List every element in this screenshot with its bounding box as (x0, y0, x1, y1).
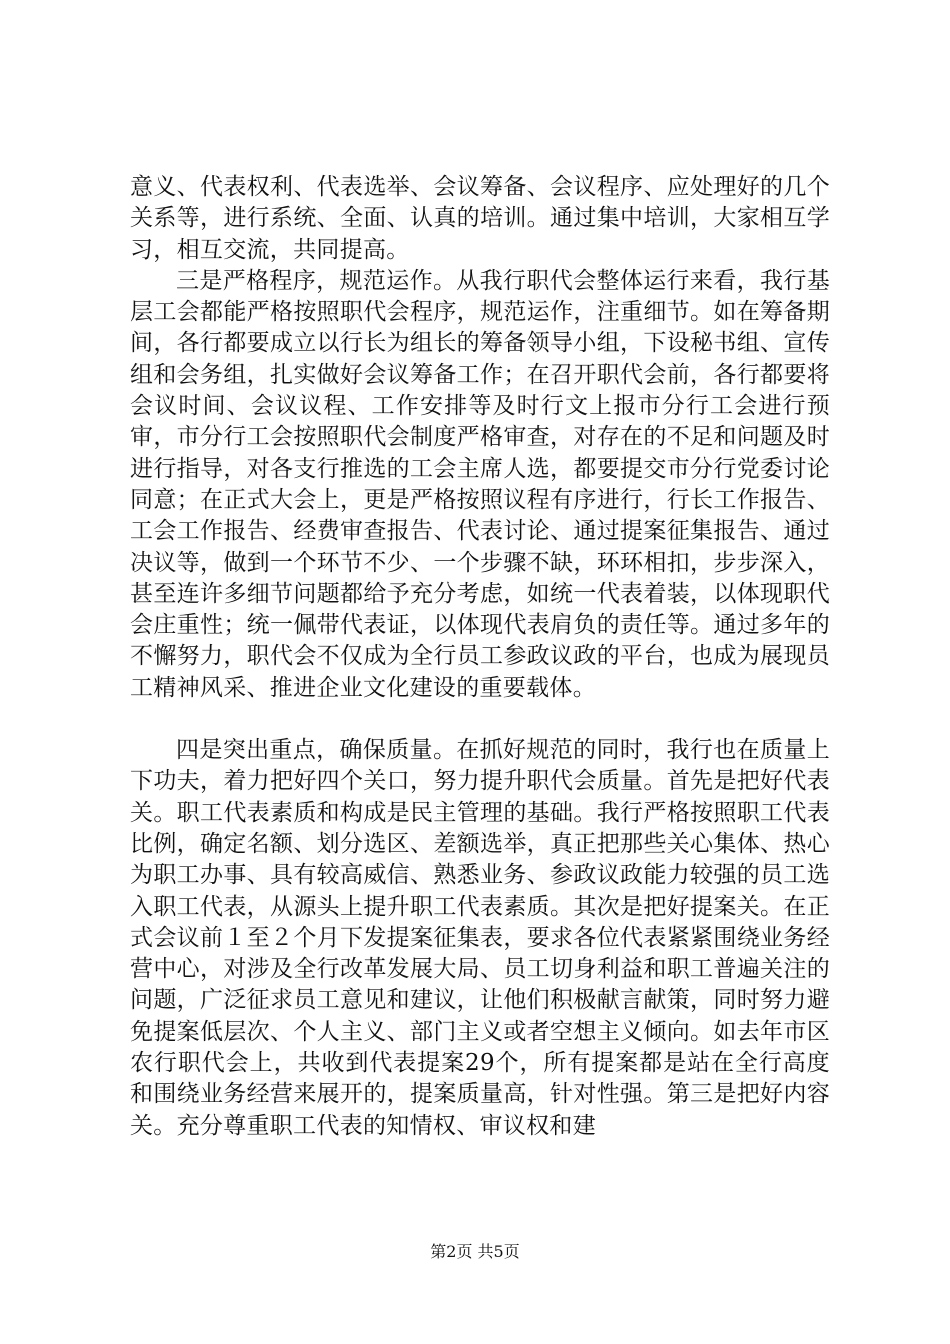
paragraph-continued: 意义、代表权利、代表选举、会议筹备、会议程序、应处理好的几个关系等，进行系统、全面、认真的培训。通过集中培训，大家相互学习，相互交流，共同提高。 (130, 174, 830, 263)
document-body (130, 172, 830, 1142)
page-footer (0, 1239, 950, 1262)
page-number-label: 第2页 共5页 (430, 1242, 520, 1261)
paragraph-three-strict-procedure: 三是严格程序，规范运作。从我行职代会整体运行来看，我行基层工会都能严格按照职代会程序，规范运作，注重细节。如在筹备期间，各行都要成立以行长为组长的筹备领导小组，下设秘书组、宣传组和会务组，扎实做好会议筹备工作；在召开职代会前，各行都要将会议时间、会议议程、工作安排等及时行文上报市分行工会进行预审，市分行工会按照职代会制度严格审查，对存在的不足和问题及时进行指导，对各支行推选的工会主席人选，都要提交市分行党委讨论同意；在正式大会上，更是严格按照议程有序进行，行长工作报告、工会工作报告、经费审查报告、代表讨论、通过提案征集报告、通过决议等，做到一个环节不少、一个步骤不缺，环环相扣，步步深入，甚至连许多细节问题都给予充分考虑，如统一代表着装，以体现职代会庄重性；统一佩带代表证，以体现代表肩负的责任等。通过多年的不懈努力，职代会不仅成为全行员工参政议政的平台，也成为展现员工精神风采、推进企业文化建设的重要载体。 (130, 267, 830, 701)
paragraph-four-ensure-quality: 四是突出重点，确保质量。在抓好规范的同时，我行也在质量上下功夫，着力把好四个关口，努力提升职代会质量。首先是把好代表关。职工代表素质和构成是民主管理的基础。我行严格按照职工代表比例，确定名额、划分选区、差额选举，真正把那些关心集体、热心为职工办事、具有较高威信、熟悉业务、参政议政能力较强的员工选入职工代表，从源头上提升职工代表素质。其次是把好提案关。在正式会议前１至２个月下发提案征集表，要求各位代表紧紧围绕业务经营中心，对涉及全行改革发展大局、员工切身利益和职工普遍关注的问题，广泛征求员工意见和建议，让他们积极献言献策，同时努力避免提案低层次、个人主义、部门主义或者空想主义倾向。如去年市区农行职代会上，共收到代表提案29个，所有提案都是站在全行高度和围绕业务经营来展开的，提案质量高，针对性强。第三是把好内容关。充分尊重职工代表的知情权、审议权和建 (130, 737, 830, 1139)
